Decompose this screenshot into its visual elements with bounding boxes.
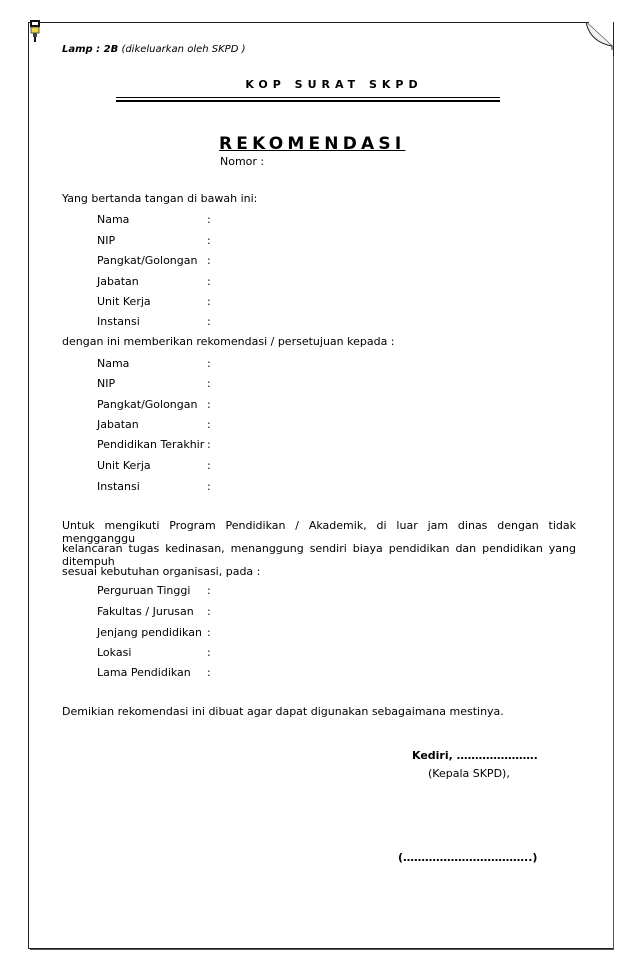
field-colon: : [207, 418, 211, 431]
field-label: Nama [97, 357, 130, 370]
field-label: Jenjang pendidikan [97, 626, 202, 639]
letterhead-title: KOP SURAT SKPD [245, 78, 423, 91]
field-colon: : [207, 295, 211, 308]
field-colon: : [207, 275, 211, 288]
page-side-shadow [613, 56, 614, 950]
field-colon: : [207, 398, 211, 411]
folded-corner-icon [586, 22, 614, 50]
field-label: NIP [97, 234, 116, 247]
recommend-text: dengan ini memberikan rekomendasi / persetujuan kepada : [62, 335, 395, 348]
field-label: Nama [97, 213, 130, 226]
letterhead-rule-thick [116, 100, 500, 102]
field-colon: : [207, 438, 211, 451]
closing-text: Demikian rekomendasi ini dibuat agar dapat digunakan sebagaimana mestinya. [62, 705, 504, 718]
purpose-line: kelancaran tugas kedinasan, menanggung sendiri biaya pendidikan dan pendidikan yang ditempuh [62, 542, 576, 568]
intro-text: Yang bertanda tangan di bawah ini: [62, 192, 258, 205]
field-colon: : [207, 459, 211, 472]
field-colon: : [207, 213, 211, 226]
lamp-reference [62, 44, 245, 55]
purpose-line: Untuk mengikuti Program Pendidikan / Akademik, di luar jam dinas dengan tidak mengganggu [62, 519, 576, 545]
document-title: REKOMENDASI [219, 134, 406, 154]
field-label: Lama Pendidikan [97, 666, 191, 679]
field-label: Unit Kerja [97, 459, 151, 472]
lamp-code: Lamp : 2B [62, 44, 119, 55]
signer-position: (Kepala SKPD), [428, 767, 510, 780]
field-label: Perguruan Tinggi [97, 584, 191, 597]
field-label: Instansi [97, 480, 140, 493]
letterhead-rule-thin [116, 97, 500, 98]
field-colon: : [207, 357, 211, 370]
page-bottom-shadow [30, 949, 614, 950]
field-label: Instansi [97, 315, 140, 328]
pushpin-icon [28, 20, 42, 42]
lamp-note: (dikeluarkan oleh SKPD ) [121, 44, 246, 55]
field-label: Pangkat/Golongan [97, 398, 198, 411]
field-colon: : [207, 605, 211, 618]
document-number: Nomor : [220, 155, 265, 168]
signer-name-placeholder: (……………………………..) [398, 851, 538, 864]
field-colon: : [207, 254, 211, 267]
field-colon: : [207, 626, 211, 639]
field-label: Lokasi [97, 646, 132, 659]
purpose-line: sesuai kebutuhan organisasi, pada : [62, 565, 261, 578]
field-label: Jabatan [97, 275, 139, 288]
field-label: Jabatan [97, 418, 139, 431]
field-colon: : [207, 234, 211, 247]
field-colon: : [207, 584, 211, 597]
field-label: Unit Kerja [97, 295, 151, 308]
field-colon: : [207, 315, 211, 328]
field-label: Fakultas / Jurusan [97, 605, 194, 618]
field-label: NIP [97, 377, 116, 390]
field-colon: : [207, 480, 211, 493]
field-label: Pangkat/Golongan [97, 254, 198, 267]
field-colon: : [207, 377, 211, 390]
place-date: Kediri, …………………. [412, 749, 538, 762]
field-colon: : [207, 646, 211, 659]
field-label: Pendidikan Terakhir [97, 438, 205, 451]
field-colon: : [207, 666, 211, 679]
